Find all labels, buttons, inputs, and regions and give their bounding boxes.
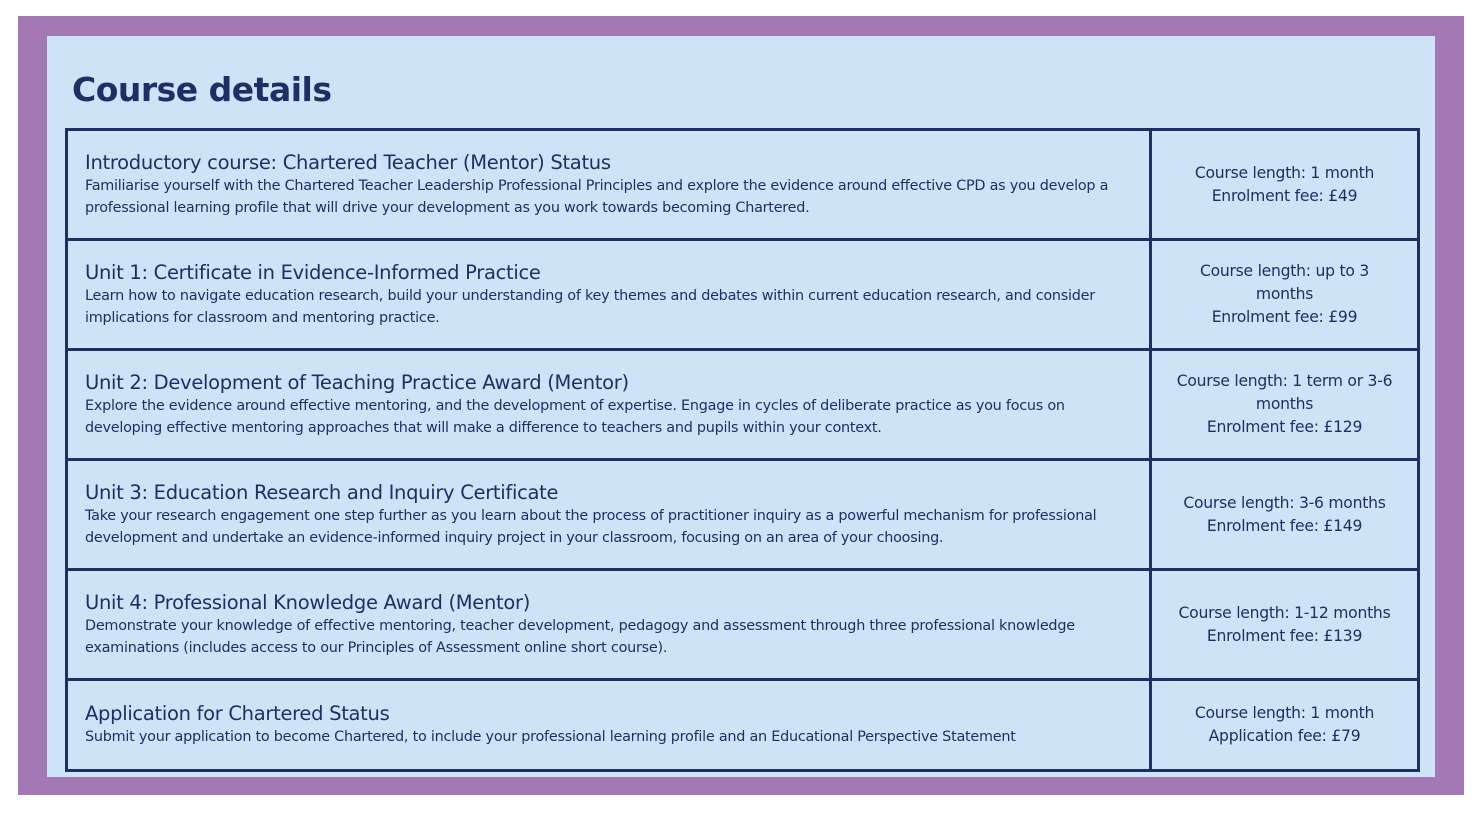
table-row	[67, 460, 1419, 570]
course-title: Unit 4: Professional Knowledge Award (Mentor)	[85, 590, 531, 614]
table-row	[67, 680, 1419, 771]
course-description: Demonstrate your knowledge of effective mentoring, teacher development, pedagogy and assessment through three professional knowledge examinations (includes access to our Principles of Assessment online short course).	[85, 617, 1075, 656]
course-fee: Enrolment fee: £99	[1211, 308, 1358, 326]
course-fee: Enrolment fee: £149	[1206, 516, 1363, 535]
course-description: Submit your application to become Chartered, to include your professional learning profile and an Educational Perspective Statement	[85, 729, 1016, 745]
course-description: Learn how to navigate education research, build your understanding of key themes and debates within current education research, and consider implications for classroom and mentoring practice.	[85, 287, 1095, 326]
course-info-cell	[1151, 570, 1419, 680]
course-description: Explore the evidence around effective mentoring, and the development of expertise. Engage in cycles of deliberate practice as you focus on developing effective mentoring approaches that will make a difference to teachers and pupils within your context.	[85, 397, 1065, 436]
course-length: Course length: 1 month	[1194, 163, 1375, 182]
course-title: Unit 1: Certificate in Evidence-Informed Practice	[85, 260, 541, 284]
course-fee: Enrolment fee: £129	[1206, 418, 1363, 436]
course-description-cell	[67, 460, 1151, 570]
course-length: Course length: 1-12 months	[1178, 603, 1391, 622]
table-row	[67, 350, 1419, 460]
course-description: Familiarise yourself with the Chartered Teacher Leadership Professional Principles and explore the evidence around effective CPD as you develop a professional learning profile that will drive your development as you work towards becoming Chartered.	[85, 177, 1109, 216]
course-title: Unit 3: Education Research and Inquiry Certificate	[85, 480, 559, 504]
course-length: Course length: 1 term or 3-6 months	[1176, 372, 1393, 413]
course-table	[65, 128, 1420, 772]
page-title: Course details	[72, 70, 332, 109]
course-info-cell	[1151, 680, 1419, 771]
table-row	[67, 130, 1419, 240]
table-row	[67, 570, 1419, 680]
course-description-cell	[67, 240, 1151, 350]
course-title: Unit 2: Development of Teaching Practice Award (Mentor)	[85, 370, 629, 394]
course-description-cell	[67, 350, 1151, 460]
course-info-cell	[1151, 460, 1419, 570]
table-row	[67, 240, 1419, 350]
course-fee: Enrolment fee: £49	[1211, 186, 1358, 205]
course-info-cell	[1151, 240, 1419, 350]
course-description-cell	[67, 570, 1151, 680]
course-fee: Enrolment fee: £139	[1206, 626, 1363, 645]
course-title: Introductory course: Chartered Teacher (Mentor) Status	[85, 150, 611, 174]
course-info-cell	[1151, 130, 1419, 240]
course-description-cell	[67, 130, 1151, 240]
course-length: Course length: 3-6 months	[1183, 493, 1386, 512]
course-title: Application for Chartered Status	[85, 702, 390, 725]
course-length: Course length: 1 month	[1194, 704, 1375, 722]
course-fee: Application fee: £79	[1208, 727, 1361, 745]
course-info-cell	[1151, 350, 1419, 460]
course-description-cell	[67, 680, 1151, 771]
course-description: Take your research engagement one step further as you learn about the process of practitioner inquiry as a powerful mechanism for professional development and undertake an evidence-informed inquiry project in your classroom, focusing on an area of your choosing.	[85, 507, 1097, 546]
course-length: Course length: up to 3 months	[1199, 262, 1370, 303]
